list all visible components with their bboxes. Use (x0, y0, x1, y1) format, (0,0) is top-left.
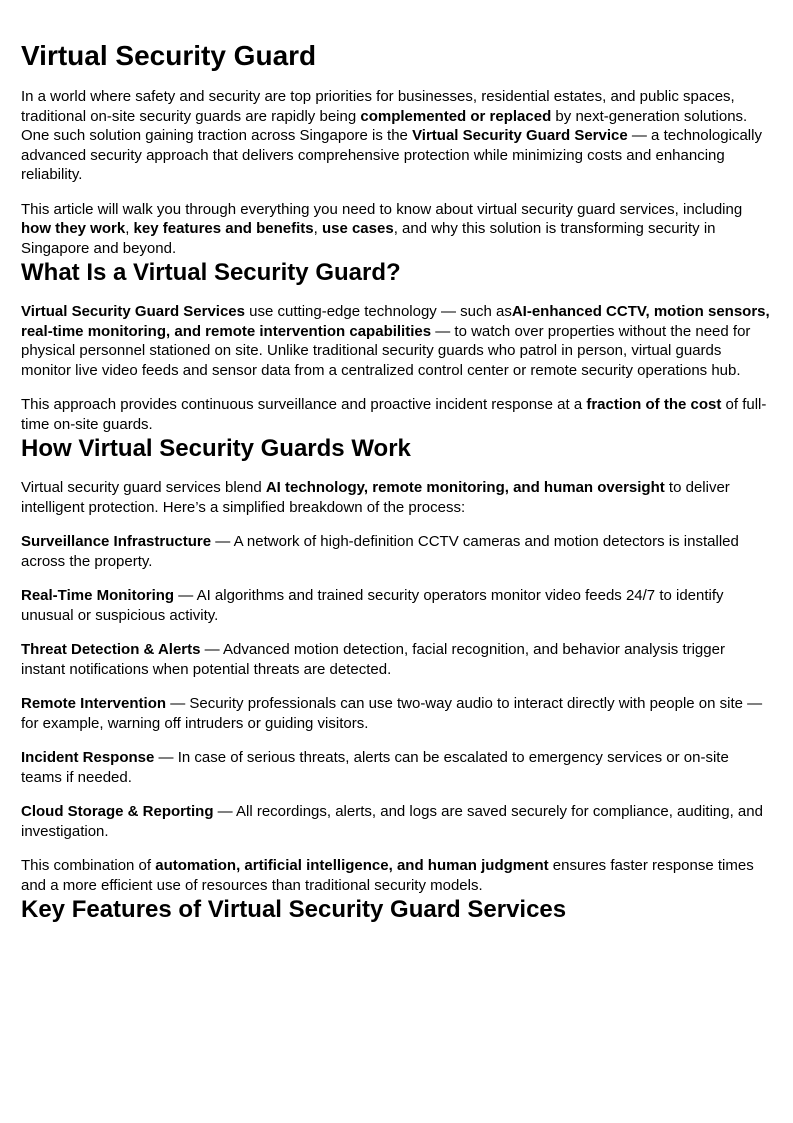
paragraph-real-time-monitoring: Real-Time Monitoring — AI algorithms and trained security operators monitor video feeds 24/7 to identify unusual or suspicious activity. (21, 587, 724, 624)
intro-paragraph: In a world where safety and security are top priorities for businesses, residential estates, and public spaces, traditional on-site security guards are rapidly being complemented or replaced by next-generation solutions. One such solution gaining traction across Singapore is the Virtual Security Guard Service — a technologically advanced security approach that delivers comprehensive protection while minimizing costs and enhancing reliability. (21, 88, 762, 183)
section-heading-how-work: How Virtual Security Guards Work (21, 435, 411, 462)
paragraph-surveillance-infrastructure: Surveillance Infrastructure — A network of high-definition CCTV cameras and motion detectors is installed across the property. (21, 533, 739, 570)
process-intro-paragraph: Virtual security guard services blend AI technology, remote monitoring, and human oversight to deliver intelligent protection. Here’s a simplified breakdown of the process: (21, 479, 730, 516)
article-title: Virtual Security Guard (21, 40, 317, 71)
paragraph-cloud-storage-reporting: Cloud Storage & Reporting — All recordings, alerts, and logs are saved securely for compliance, auditing, and investigation. (21, 803, 763, 840)
section-heading-what-is: What Is a Virtual Security Guard? (21, 259, 401, 286)
paragraph-remote-intervention: Remote Intervention — Security professionals can use two-way audio to interact directly with people on site — for example, warning off intruders or guiding visitors. (21, 695, 763, 732)
summary-paragraph: This combination of automation, artificial intelligence, and human judgment ensures faster response times and a more efficient use of resources than traditional security models. (21, 857, 754, 894)
section-heading-key-features: Key Features of Virtual Security Guard Services (21, 896, 567, 923)
paragraph-threat-detection-alerts: Threat Detection & Alerts — Advanced motion detection, facial recognition, and behavior analysis trigger instant notifications when potential threats are detected. (21, 641, 725, 678)
paragraph-incident-response: Incident Response — In case of serious threats, alerts can be escalated to emergency services or on-site teams if needed. (21, 749, 729, 786)
definition-paragraph: Virtual Security Guard Services use cutting-edge technology — such asAI-enhanced CCTV, motion sensors, real-time monitoring, and remote intervention capabilities — to watch over properties without the need for physical personnel stationed on site. Unlike traditional security guards who patrol in person, virtual guards monitor live video feeds and sensor data from a centralized control center or remote security operations hub. (21, 303, 770, 379)
cost-benefit-paragraph: This approach provides continuous surveillance and proactive incident response at a fraction of the cost of full-time on-site guards. (21, 396, 767, 433)
article-overview-paragraph: This article will walk you through everything you need to know about virtual security guard services, including how they work, key features and benefits, use cases, and why this solution is transforming security in Singapore and beyond. (21, 200, 743, 257)
